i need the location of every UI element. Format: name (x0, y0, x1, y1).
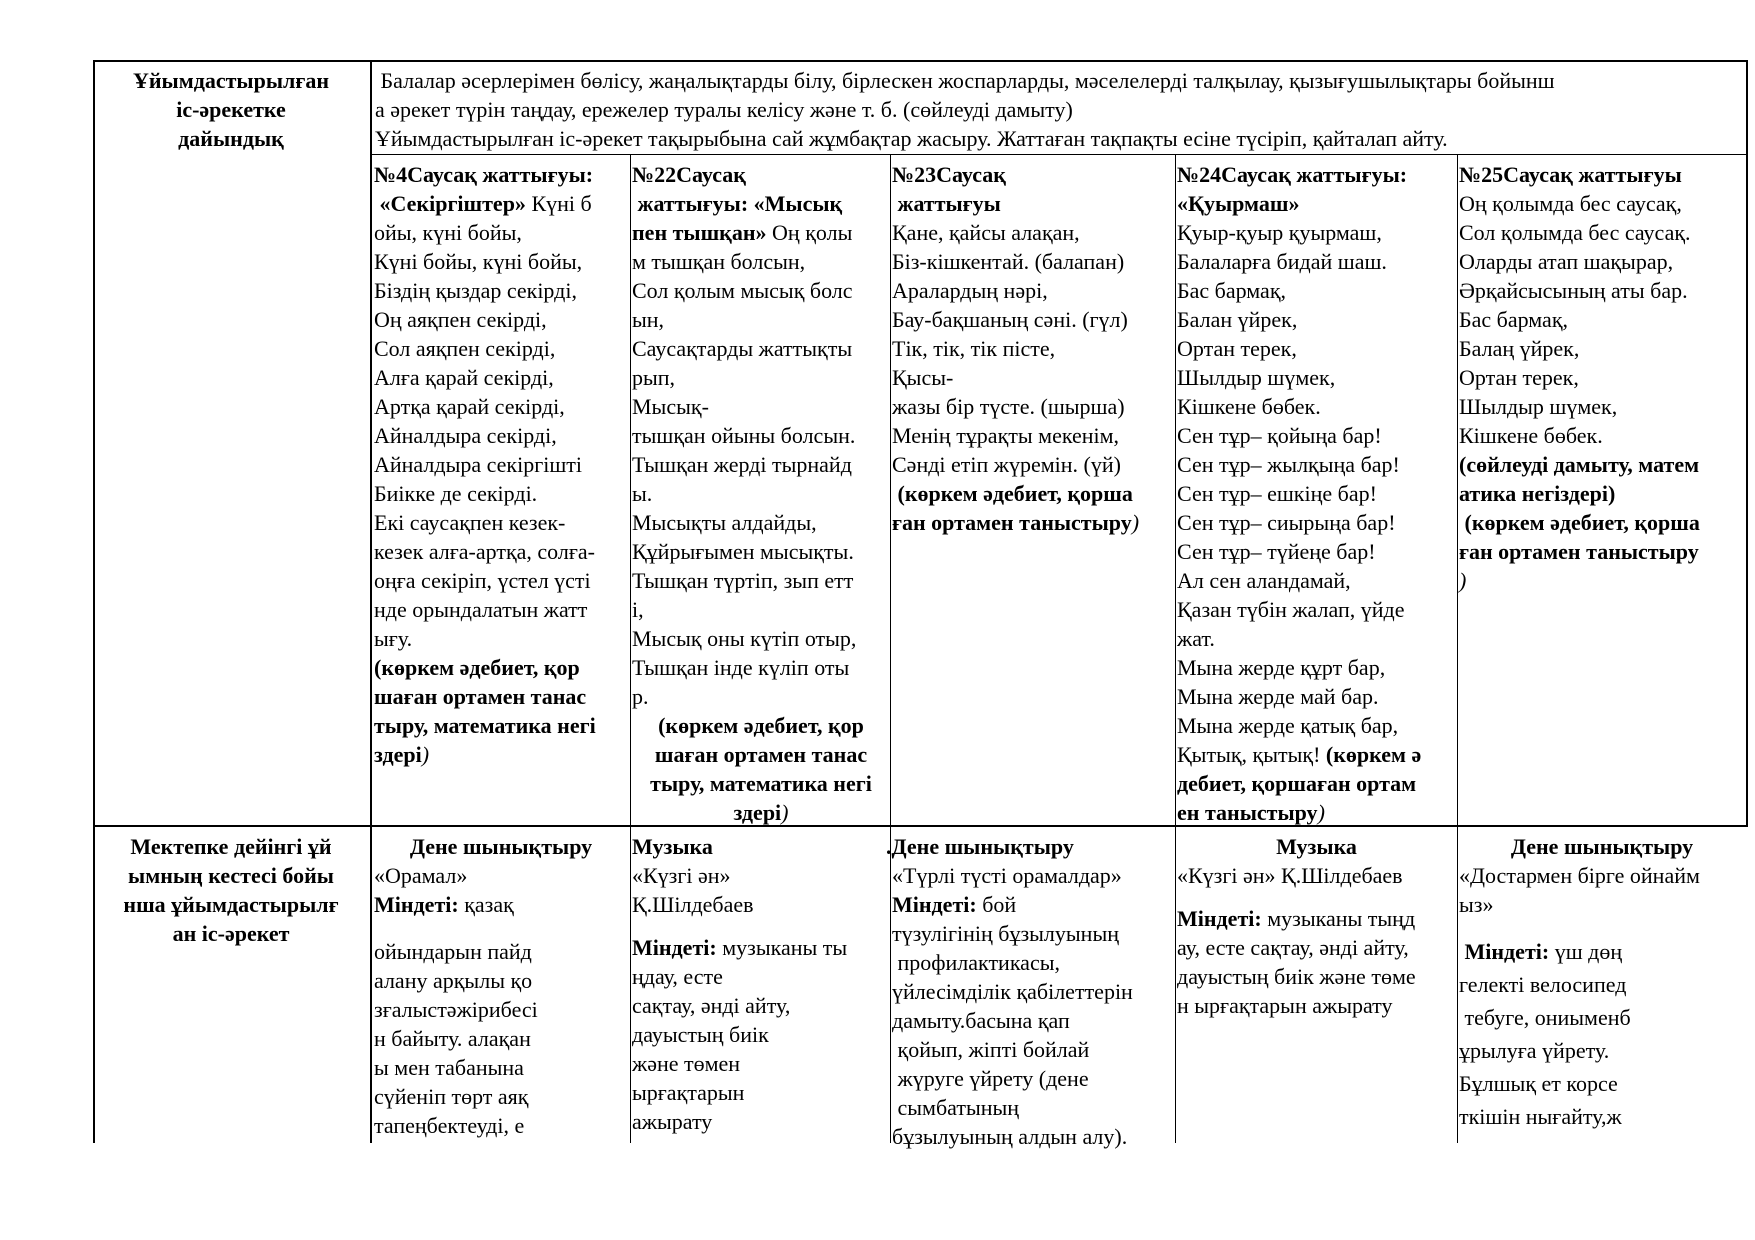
text-line: Бас бармақ, (1459, 307, 1569, 332)
text-fragment: Оң қолы (766, 220, 853, 245)
activity-author: Қ.Шілдебаев (632, 892, 754, 917)
subject-note: здері (733, 800, 782, 825)
subject-note: тыру, математика негі (650, 771, 872, 796)
text-line: жүруге үйрету (дене (892, 1066, 1089, 1091)
text-line: Қысы- (892, 365, 954, 390)
text-line: профилактикасы, (892, 950, 1060, 975)
text-line: Оң қолымда бес саусақ, (1459, 191, 1682, 216)
text-line: Алға қарай секірді, (374, 365, 554, 390)
text-line: ын, (632, 307, 665, 332)
text-line: сымбатының (892, 1095, 1020, 1120)
paren: ) (781, 800, 789, 825)
text-line: және төмен (632, 1051, 741, 1076)
text-line: Сен тұр– түйеңе бар! (1177, 539, 1376, 564)
text-line: Біз-кішкентай. (балапан) (892, 249, 1125, 274)
task-label: Міндеті: (892, 892, 977, 917)
subject-note: (көркем әдебиет, қорша (1459, 510, 1700, 535)
text-line: Қазан түбін жалап, үйде (1177, 597, 1405, 622)
exercise-title: №25Саусақ жаттығуы (1459, 162, 1682, 187)
subject-note: (көркем әдебиет, қор (658, 713, 864, 738)
text-line: дамыту.басына қап (892, 1008, 1070, 1033)
exercise-title: №4Саусақ жаттығуы: (374, 162, 594, 187)
text-fragment: музыканы ты (716, 935, 848, 960)
text-line: гелекті велосипед (1459, 972, 1627, 997)
text-line: Шылдыр шүмек, (1459, 394, 1618, 419)
label-line: Ұйымдастырылған (132, 68, 330, 93)
text-line: Бас бармақ, (1177, 278, 1287, 303)
text-line: дауыстың биік және төме (1177, 964, 1416, 989)
exercise-name: пен тышқан» (632, 220, 767, 245)
finger-exercise-22 (632, 160, 890, 827)
text-line: ығу. (374, 626, 413, 651)
text-line: а әрекет түрін таңдау, ережелер туралы келісу және т. б. (сөйлеуді дамыту) (375, 97, 1073, 122)
exercise-title: жаттығуы (892, 191, 1001, 216)
exercise-name: «Секіргіштер» (374, 191, 526, 216)
paren: ) (1317, 800, 1325, 825)
activity-title: Музыка (632, 834, 713, 859)
subject-note: дебиет, қоршаған ортам (1177, 771, 1417, 796)
text-line: Сен тұр– жылқыңа бар! (1177, 452, 1400, 477)
text-line: Сәнді етіп жүремін. (үй) (892, 452, 1121, 477)
activity-physical-education-2 (886, 832, 1174, 1151)
text-line: Аралардың нәрі, (892, 278, 1048, 303)
activity-topic: «Түрлі түсті орамалдар» (892, 863, 1122, 888)
text-line: үйлесімділік қабілеттерін (892, 979, 1133, 1004)
text-line: ы. (632, 481, 653, 506)
text-line: Ұйымдастырылған іс-әрекет тақырыбына сай жұмбақтар жасыру. Жаттаған тақпақты есіне түсіріп, қайталап айту. (375, 126, 1448, 151)
finger-exercise-23 (892, 160, 1174, 537)
prep-top-text (375, 66, 1745, 153)
text-line: алану арқылы қо (374, 968, 533, 993)
task-line (886, 890, 1174, 919)
table-border-top (93, 60, 1748, 62)
text-line: ңдау, есте (632, 964, 723, 989)
subject-note: тыру, математика негі (374, 713, 596, 738)
label-line: ымның кестесі бойы (128, 863, 334, 888)
paren: ) (421, 742, 430, 767)
col-divider-1 (630, 154, 631, 1143)
activity-topic: ыз» (1459, 892, 1494, 917)
text-line: Мысық- (632, 394, 709, 419)
subject-note: атика негіздері) (1459, 481, 1616, 506)
text-fragment: үш дөң (1549, 939, 1623, 964)
text-line: Балалар әсерлерімен бөлісу, жаңалықтарды білу, бірлескен жоспарларды, мәселелерді талқылау, қызығушылықтары бойынш (375, 68, 1555, 93)
subject-note: здері (374, 742, 422, 767)
subject-note-end (1177, 798, 1456, 827)
task-label: Міндеті: (632, 935, 717, 960)
text-line: н байыту. алақан (374, 1026, 531, 1051)
text-line: Қуыр-қуыр қуырмаш, (1177, 220, 1382, 245)
label-line: ан іс-әрекет (172, 921, 290, 946)
text-line: Мына жерде құрт бар, (1177, 655, 1386, 680)
text-line: Екі саусақпен кезек- (374, 510, 566, 535)
text-line: оңға секіріп, үстел үсті (374, 568, 591, 593)
text-line: Саусақтарды жаттықты (632, 336, 853, 361)
activity-title: Дене шынықтыру (409, 834, 593, 859)
text-line: Артқа қарай секірді, (374, 394, 565, 419)
task-line (632, 933, 890, 962)
exercise-title: №22Саусақ (632, 162, 746, 187)
text-line: Тышқан түртіп, зып етт (632, 568, 854, 593)
prep-inner-divider (371, 154, 1748, 155)
subject-note: (көркем әдебиет, қор (374, 655, 580, 680)
text-line: Қане, қайсы алақан, (892, 220, 1080, 245)
text-line: Балан үйрек, (1177, 307, 1298, 332)
text-line: ырғақтарын (632, 1080, 745, 1105)
text-line: Мына жерде май бар. (1177, 684, 1379, 709)
text-line: м тышқан болсын, (632, 249, 806, 274)
text-line: нде орындалатын жатт (374, 597, 588, 622)
text-line: ткішін нығайту,ж (1459, 1104, 1622, 1129)
exercise-title: жаттығуы: «Мысық (632, 191, 843, 216)
text-line: н ырғақтарын ажырату (1177, 993, 1393, 1018)
subject-note: (көркем әдебиет, қорша (892, 481, 1133, 506)
text-line: ұрылуға үйрету. (1459, 1038, 1610, 1063)
text-line: ажырату (632, 1109, 713, 1134)
schedule-row-label (94, 832, 368, 948)
text-line: Әрқайсысының аты бар. (1459, 278, 1688, 303)
exercise-subtitle (374, 189, 628, 218)
text-line: Сен тұр– сиырыңа бар! (1177, 510, 1396, 535)
table-border-right (1746, 60, 1748, 827)
text-line: ойындарын пайд (374, 939, 532, 964)
text-line: тышқан ойыны болсын. (632, 423, 856, 448)
text-line: тебуге, ониыменб (1459, 1005, 1631, 1030)
subject-note-end (892, 508, 1174, 537)
label-line: нша ұйымдастырылғ (123, 892, 339, 917)
text-line: Шылдыр шүмек, (1177, 365, 1336, 390)
text-line: Сол қолымда бес саусақ. (1459, 220, 1691, 245)
text-line: Мысық оны күтіп отыр, (632, 626, 857, 651)
activity-topic: «Орамал» (374, 863, 468, 888)
activity-topic: «Күзгі ән» (632, 863, 731, 888)
subject-note-end (374, 740, 628, 769)
text-line: Кішкене бөбек. (1177, 394, 1321, 419)
text-line: Ал сен аландамай, (1177, 568, 1351, 593)
subject-note: ған ортамен таныстыру (892, 510, 1132, 535)
text-line: Ортан терек, (1459, 365, 1579, 390)
task-line (1459, 937, 1745, 966)
subject-note: (сөйлеуді дамыту, матем (1459, 452, 1700, 477)
text-line: Мысықты алдайды, (632, 510, 817, 535)
text-line (1177, 740, 1456, 769)
activity-title: Дене шынықтыру (1510, 834, 1694, 859)
paren: ) (1131, 510, 1140, 535)
text-line: сақтау, әнді айту, (632, 993, 791, 1018)
col-divider-3 (1175, 154, 1176, 1143)
text-line: Тышқан інде күліп оты (632, 655, 850, 680)
text-line: Тышқан жерді тырнайд (632, 452, 852, 477)
text-line: Кішкене бөбек. (1459, 423, 1603, 448)
task-label: Міндеті: (1177, 906, 1262, 931)
text-fragment: бой (976, 892, 1017, 917)
text-line: қойып, жіпті бойлай (892, 1037, 1090, 1062)
label-line: Мектепке дейінгі ұй (130, 834, 332, 859)
text-line: Сол қолым мысық болс (632, 278, 853, 303)
finger-exercise-4 (374, 160, 628, 769)
table-border-left (93, 60, 95, 1143)
text-line: Тік, тік, тік пісте, (892, 336, 1056, 361)
text-line: жазы бір түсте. (шырша) (892, 394, 1125, 419)
text-line: ы мен табанына (374, 1055, 524, 1080)
text-line: жат. (1177, 626, 1215, 651)
task-line (374, 890, 628, 919)
activity-title: Музыка (1276, 834, 1357, 859)
paren: ) (1459, 568, 1467, 593)
text-line: ойы, күні бойы, (374, 220, 522, 245)
text-fragment: Күні б (525, 191, 592, 216)
text-line: Ортан терек, (1177, 336, 1297, 361)
text-line: кезек алға-артқа, солға- (374, 539, 595, 564)
text-line: Айналдыра секірді, (374, 423, 557, 448)
text-line: Сол аяқпен секірді, (374, 336, 556, 361)
subject-note-end (632, 798, 890, 827)
subject-note: шаған ортамен танас (654, 742, 868, 767)
text-line: Менің тұрақты мекенім, (892, 423, 1120, 448)
text-line: Оларды атап шақырар, (1459, 249, 1674, 274)
activity-topic: «Достармен бірге ойнайм (1459, 863, 1700, 888)
text-line: Құйрығымен мысықты. (632, 539, 854, 564)
text-line: Балаларға бидай шаш. (1177, 249, 1387, 274)
activity-topic: «Күзгі ән» Қ.Шілдебаев (1177, 863, 1403, 888)
text-line: зғалыстәжірибесі (374, 997, 538, 1022)
text-line: Бұлшық ет корсе (1459, 1071, 1618, 1096)
subject-note: ған ортамен таныстыру (1459, 539, 1699, 564)
text-line: Оң аяқпен секірді, (374, 307, 547, 332)
finger-exercise-24 (1177, 160, 1456, 827)
task-label: Міндеті: (374, 892, 459, 917)
row-divider (93, 825, 1748, 827)
text-line: бұзылуының алдын алу). (892, 1124, 1128, 1149)
text-line: Айналдыра секіргішті (374, 452, 583, 477)
text-line: рып, (632, 365, 676, 390)
subject-note: ен таныстыру (1177, 800, 1318, 825)
text-line: түзулігінің бұзылуының (892, 921, 1120, 946)
task-label: Міндеті: (1459, 939, 1550, 964)
prep-row-label (94, 66, 368, 153)
text-fragment: Қытық, қытық! (1177, 742, 1321, 767)
text-line: Күні бойы, күні бойы, (374, 249, 583, 274)
subject-note: шаған ортамен танас (374, 684, 587, 709)
exercise-subtitle (632, 218, 890, 247)
text-fragment: музыканы тыңд (1261, 906, 1416, 931)
text-line: і, (632, 597, 644, 622)
text-line: дауыстың биік (632, 1022, 769, 1047)
text-line: Биікке де секірді. (374, 481, 538, 506)
activity-music-2 (1177, 832, 1456, 1020)
task-line (1177, 904, 1456, 933)
activity-physical-education-1 (374, 832, 628, 1140)
finger-exercise-25 (1459, 160, 1745, 595)
text-line: Балаң үйрек, (1459, 336, 1580, 361)
col-divider-4 (1457, 154, 1458, 1143)
text-line: Біздің қыздар секірді, (374, 278, 577, 303)
subject-note: (көркем ә (1320, 742, 1422, 767)
text-line: Бау-бақшаның сәні. (гүл) (892, 307, 1128, 332)
label-line: дайындық (178, 126, 284, 151)
exercise-title: №23Саусақ (892, 162, 1006, 187)
activity-music-1 (632, 832, 890, 1136)
text-line: р. (632, 684, 649, 709)
text-line: ау, есте сақтау, әнді айту, (1177, 935, 1409, 960)
text-line: Сен тұр– ешкіңе бар! (1177, 481, 1377, 506)
exercise-name: «Қуырмаш» (1177, 191, 1300, 216)
label-line: іс-әрекетке (176, 97, 286, 122)
text-line: тапеңбектеуді, е (374, 1113, 525, 1138)
exercise-title: №24Саусақ жаттығуы: (1177, 162, 1408, 187)
text-line: Сен тұр– қойыңа бар! (1177, 423, 1382, 448)
text-line: сүйеніп төрт аяқ (374, 1084, 529, 1109)
text-line: Мына жерде қатық бар, (1177, 713, 1399, 738)
activity-title: .Дене шынықтыру (886, 834, 1074, 859)
label-column-divider (370, 60, 372, 1143)
activity-physical-education-3 (1459, 832, 1745, 1131)
text-fragment: қазақ (458, 892, 514, 917)
